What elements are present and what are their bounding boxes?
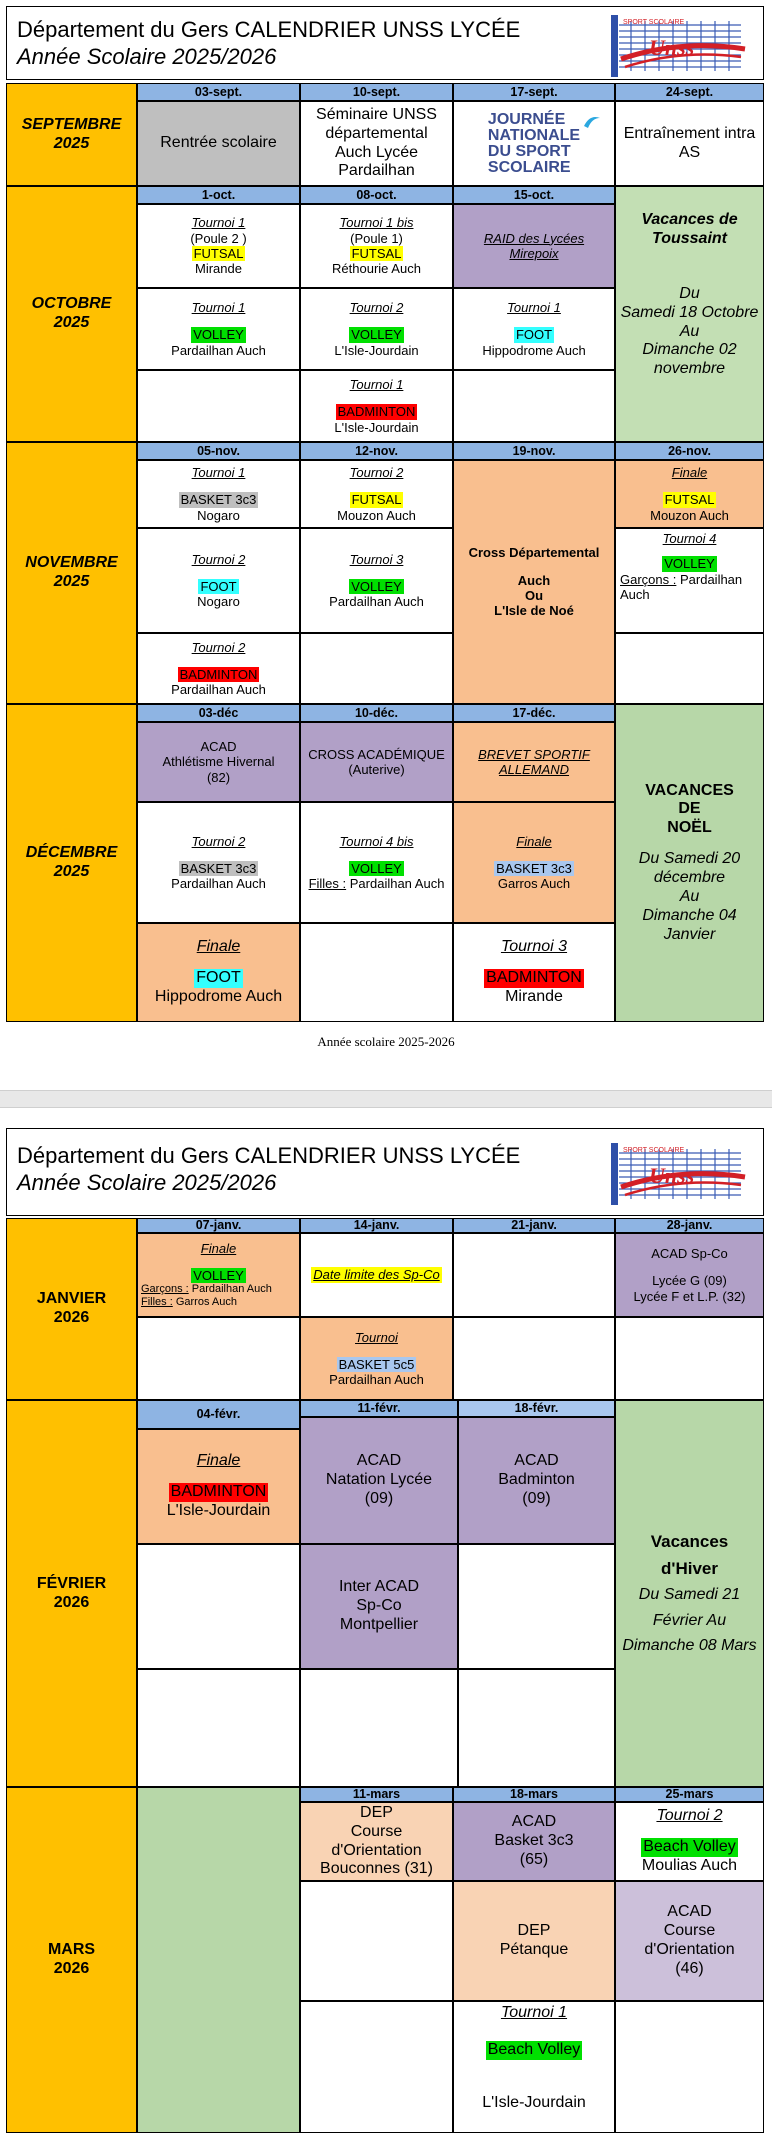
event-round: Tournoi 4 bis (339, 833, 414, 849)
event-text: RAID des Lycées (483, 230, 585, 246)
holiday-text: Du Samedi 20 (638, 850, 741, 868)
calendar-page-2 (0, 1108, 772, 2133)
event-round: Tournoi 2 (191, 639, 246, 655)
empty-cell (458, 1669, 615, 1787)
event-text: Lycée F et L.P. (32) (633, 1288, 746, 1304)
event-oct-r1c2 (300, 204, 453, 288)
event-place: Mirande (195, 261, 242, 277)
event-place: Pardailhan Auch (171, 342, 266, 358)
event-round: Tournoi 4 (662, 531, 717, 546)
date-header: 11-mars (300, 1787, 453, 1802)
sport-badge: BASKET 5c5 (338, 1356, 415, 1372)
holiday-noel (615, 704, 764, 1022)
sport-badge: VOLLEY (351, 578, 402, 594)
date-header: 14-janv. (300, 1218, 453, 1233)
svg-text:Unss: Unss (649, 1163, 695, 1188)
page-header (6, 6, 764, 80)
holiday-continuation (137, 1787, 300, 2133)
event-place: Mouzon Auch (650, 507, 729, 523)
event-acad-badminton (458, 1417, 615, 1544)
month-january (6, 1218, 137, 1400)
event-round: Finale (516, 833, 552, 849)
date-header: 24-sept. (615, 83, 764, 101)
date-header: 12-nov. (300, 442, 453, 460)
holiday-text: Du (679, 284, 700, 302)
event-place: Nogaro (197, 507, 240, 523)
event-cross-departemental (453, 460, 615, 704)
month-september (6, 83, 137, 186)
date-header: 03-déc (137, 704, 300, 722)
logo-text: NATIONALE (487, 126, 581, 144)
sport-badge: VOLLEY (193, 1268, 244, 1284)
holiday-text: Janvier (663, 925, 716, 943)
event-round: Tournoi 1 (507, 300, 561, 315)
event-text: d'Orientation (644, 1941, 735, 1958)
date-header: 26-nov. (615, 442, 764, 460)
event-dec-r3c3 (453, 923, 615, 1022)
date-header: 18-févr. (458, 1400, 615, 1417)
date-header: 10-sept. (300, 83, 453, 101)
event-round: Finale (196, 1452, 241, 1470)
svg-text:Unss: Unss (649, 35, 695, 60)
date-header: 07-janv. (137, 1218, 300, 1233)
event-acad-basket (453, 1802, 615, 1881)
event-round: Tournoi 2 (656, 1807, 723, 1825)
holiday-toussaint (615, 186, 764, 442)
date-header: 15-oct. (453, 186, 615, 204)
event-text: (82) (206, 769, 231, 785)
event-text: Pétanque (499, 1941, 569, 1958)
event-round: Tournoi (355, 1329, 398, 1345)
event-text: (65) (519, 1850, 549, 1868)
event-title: Cross Départemental (468, 545, 600, 561)
event-round: Tournoi 1 (191, 215, 246, 231)
event-label: Filles : (308, 876, 347, 892)
month-december (6, 704, 137, 1022)
event-place: Pardailhan Auch (349, 876, 445, 892)
event-place: Garros Auch (175, 1296, 237, 1309)
event-feb-r1c1 (137, 1429, 300, 1544)
month-label: SEPTEMBRE (21, 115, 122, 133)
event-oct-r3c2 (300, 370, 453, 442)
month-label: OCTOBRE (31, 295, 112, 313)
holiday-text: Février Au (652, 1611, 727, 1629)
holiday-text: Dimanche 08 Mars (622, 1637, 757, 1655)
holiday-title: VACANCES (645, 781, 734, 799)
event-round: Finale (196, 938, 241, 956)
event-cross-academique (300, 722, 453, 802)
journee-nationale-logo (488, 112, 580, 176)
sport-badge: FUTSAL (351, 246, 402, 261)
event-place: Garros Auch (497, 876, 571, 892)
month-november (6, 442, 137, 704)
event-dec-r3c1 (137, 923, 300, 1022)
event-place: Hippodrome Auch (482, 342, 586, 358)
sport-badge: BADMINTON (337, 404, 416, 420)
event-text: d'Orientation (331, 1841, 422, 1859)
event-text: Ou (524, 588, 544, 603)
svg-text:SPORT SCOLAIRE: SPORT SCOLAIRE (623, 1147, 685, 1154)
event-place: Pardailhan Auch (171, 876, 266, 892)
event-oct-r2c3 (453, 288, 615, 370)
event-text: Course (350, 1822, 403, 1840)
sport-badge: BADMINTON (179, 666, 258, 682)
empty-cell (137, 370, 300, 442)
header-title: Département du Gers CALENDRIER UNSS LYCÉE (17, 17, 521, 42)
sport-badge: VOLLEY (193, 327, 244, 343)
event-text: Date limite des Sp-Co (313, 1267, 440, 1283)
holiday-text: Du Samedi 21 (638, 1586, 741, 1604)
event-place: Réthourie Auch (332, 261, 421, 277)
event-text: ACAD (511, 1813, 557, 1831)
empty-cell (615, 633, 764, 704)
event-nov-r2c4 (615, 528, 764, 633)
event-inter-acad (300, 1544, 458, 1669)
empty-cell (453, 1317, 615, 1400)
event-place: Pardailhan (679, 571, 743, 587)
event-dep-course-orientation (300, 1802, 453, 1881)
event-pool: (Poule 2 ) (190, 230, 247, 246)
empty-cell (458, 1544, 615, 1669)
event-oct-r1c1 (137, 204, 300, 288)
holiday-text: décembre (653, 869, 726, 886)
empty-cell (137, 1669, 300, 1787)
holiday-title: Toussaint (652, 229, 727, 247)
sport-badge: Beach Volley (487, 2040, 581, 2058)
event-text: ACAD Sp-Co (651, 1246, 728, 1261)
date-header: 17-déc. (453, 704, 615, 722)
event-place: Auch (620, 586, 650, 602)
holiday-title: DE (678, 800, 701, 818)
month-label: FÉVRIER (36, 1574, 107, 1592)
month-year: 2026 (53, 1960, 90, 1977)
event-text: Auch (517, 572, 551, 588)
event-label: Garçons : (141, 1283, 189, 1296)
month-year: 2025 (53, 573, 90, 590)
event-round: Tournoi 3 (349, 551, 404, 567)
logo-text: SCOLAIRE (487, 158, 571, 176)
month-year: 2026 (53, 1309, 90, 1326)
empty-cell (137, 1544, 300, 1669)
event-text: Sp-Co (356, 1597, 402, 1615)
event-round: Tournoi 1 (191, 465, 246, 480)
header-subtitle: Année Scolaire 2025/2026 (17, 44, 277, 69)
date-header: 03-sept. (137, 83, 300, 101)
month-october (6, 186, 137, 442)
month-february (6, 1400, 137, 1787)
month-label: DÉCEMBRE (25, 844, 118, 862)
holiday-text: Dimanche 02 (642, 341, 737, 359)
event-text: ACAD (514, 1452, 559, 1470)
event-dec-r2c1 (137, 802, 300, 923)
event-text: Bouconnes (31) (320, 1860, 433, 1878)
sport-badge: BADMINTON (486, 969, 582, 987)
event-text: Athlétisme Hivernal (162, 754, 275, 770)
event-text: AS (678, 143, 701, 161)
event-text: Badminton (498, 1471, 575, 1489)
event-place: Mirande (505, 987, 563, 1005)
month-year: 2025 (53, 134, 90, 152)
event-round: Tournoi 2 (349, 300, 404, 315)
event-mar-r3c3 (453, 2001, 615, 2133)
event-jan-r2c2 (300, 1317, 453, 1400)
event-nov-r1c4 (615, 460, 764, 528)
event-text: départemental (325, 124, 428, 142)
page-separator (0, 1090, 772, 1108)
wave-icon (582, 112, 602, 132)
empty-cell (453, 1233, 615, 1317)
holiday-title: Vacances de (641, 211, 738, 228)
date-header: 1-oct. (137, 186, 300, 204)
header-subtitle: Année Scolaire 2025/2026 (17, 1170, 277, 1195)
sport-badge: VOLLEY (351, 860, 402, 876)
date-header: 10-déc. (300, 704, 453, 722)
event-acad-spco (615, 1233, 764, 1317)
event-place: Mouzon Auch (337, 507, 416, 523)
event-round: Tournoi 1 (191, 300, 246, 315)
date-header: 05-nov. (137, 442, 300, 460)
event-dep-petanque (453, 1881, 615, 2001)
event-nov-r3c1 (137, 633, 300, 704)
holiday-hiver (615, 1400, 764, 1787)
event-place: Pardailhan Auch (329, 1372, 424, 1388)
empty-cell (300, 1881, 453, 2001)
event-oct-r2c2 (300, 288, 453, 370)
month-year: 2026 (53, 1593, 90, 1611)
event-place: Moulias Auch (641, 1856, 738, 1874)
event-mar-r1c4 (615, 1802, 764, 1881)
date-header: 19-nov. (453, 442, 615, 460)
month-label: MARS (47, 1941, 96, 1959)
event-text: ACAD (667, 1903, 712, 1921)
event-nov-r1c2 (300, 460, 453, 528)
event-round: Tournoi 2 (191, 833, 246, 849)
event-text: Séminaire UNSS (316, 105, 437, 123)
event-acad-course-orientation (615, 1881, 764, 2001)
sport-badge: FOOT (515, 327, 553, 343)
sport-badge: BASKET 3c3 (180, 860, 257, 876)
event-text: ACAD (200, 739, 237, 754)
event-text: L'Isle de Noé (494, 603, 574, 619)
holiday-title: d'Hiver (661, 1559, 718, 1579)
event-place: L'Isle-Jourdain (334, 419, 419, 435)
event-raid (453, 204, 615, 288)
event-oct-r2c1 (137, 288, 300, 370)
event-place: Nogaro (197, 594, 240, 610)
event-text: (Auterive) (348, 762, 405, 777)
event-label: Filles : (141, 1296, 173, 1309)
event-dec-r2c3 (453, 802, 615, 923)
event-jan-r1c1 (137, 1233, 300, 1317)
holiday-text: Dimanche 04 (642, 906, 737, 924)
event-place: L'Isle-Jourdain (334, 342, 419, 358)
event-journee-nationale (453, 101, 615, 186)
logo-text: JOURNÉE (487, 110, 566, 128)
event-date-limite (300, 1233, 453, 1317)
date-header: 25-mars (615, 1787, 764, 1802)
empty-cell (300, 1669, 458, 1787)
event-place: L'Isle-Jourdain (166, 1501, 271, 1519)
event-round: Tournoi 1 bis (339, 215, 414, 231)
date-header: 17-sept. (453, 83, 615, 101)
event-entrainement (615, 101, 764, 186)
event-text: (09) (364, 1489, 394, 1507)
event-text: Auch Lycée (334, 143, 418, 161)
event-nov-r2c1 (137, 528, 300, 633)
date-header: 28-janv. (615, 1218, 764, 1233)
event-round: Tournoi 3 (500, 938, 568, 956)
holiday-text: Au (679, 322, 700, 340)
empty-cell (615, 2001, 764, 2133)
event-text: DEP (517, 1922, 551, 1940)
unss-logo (611, 1143, 749, 1205)
event-text: Lycée G (09) (652, 1273, 727, 1289)
empty-cell (615, 1317, 764, 1400)
holiday-text: Au (679, 887, 700, 905)
event-text: (46) (675, 1959, 704, 1977)
month-year: 2025 (53, 314, 90, 331)
event-text: BREVET SPORTIF (478, 746, 590, 762)
event-text: Natation Lycée (325, 1471, 433, 1489)
sport-badge: FUTSAL (664, 492, 715, 508)
sport-badge: FOOT (200, 578, 237, 594)
sport-badge: BASKET 3c3 (496, 860, 572, 876)
event-rentree (137, 101, 300, 186)
logo-text: DU SPORT (487, 142, 571, 160)
sport-badge: FOOT (196, 969, 241, 987)
event-text: (09) (522, 1489, 551, 1507)
event-text: ACAD (356, 1452, 402, 1470)
event-text: Entraînement intra (623, 124, 756, 142)
unss-logo (611, 15, 749, 77)
month-march (6, 1787, 137, 2133)
event-acad-natation (300, 1417, 458, 1544)
event-dec-r2c2 (300, 802, 453, 923)
event-place: Pardailhan Auch (171, 682, 266, 698)
empty-cell (300, 633, 453, 704)
event-nov-r2c2 (300, 528, 453, 633)
event-round: Tournoi 1 (349, 377, 404, 392)
event-text: Pardailhan (338, 162, 415, 180)
event-text: Mirepoix (509, 246, 559, 261)
event-text: Basket 3c3 (494, 1832, 574, 1850)
event-text: CROSS ACADÉMIQUE (308, 746, 445, 762)
holiday-text: novembre (653, 360, 726, 378)
event-nov-r1c1 (137, 460, 300, 528)
event-text: Montpellier (339, 1615, 419, 1633)
sport-badge: VOLLEY (351, 327, 402, 343)
event-text: Course (663, 1922, 716, 1940)
event-seminaire (300, 101, 453, 186)
event-text: Inter ACAD (338, 1578, 420, 1596)
sport-badge: BADMINTON (170, 1483, 267, 1501)
event-round: Tournoi 2 (191, 551, 246, 567)
event-acad-athletisme (137, 722, 300, 802)
event-text: Rentrée scolaire (160, 134, 277, 152)
event-place: Pardailhan Auch (191, 1283, 272, 1296)
sport-badge: FUTSAL (193, 246, 244, 261)
empty-cell (300, 2001, 453, 2133)
sport-badge: BASKET 3c3 (180, 492, 257, 508)
empty-cell (453, 370, 615, 442)
event-label: Garçons : (620, 571, 677, 587)
event-round: Tournoi 2 (349, 465, 404, 480)
holiday-title: Vacances (650, 1531, 729, 1551)
empty-cell (300, 923, 453, 1022)
event-round: Finale (200, 1240, 237, 1256)
holiday-text: Samedi 18 Octobre (620, 303, 759, 321)
page-header (6, 1128, 764, 1216)
month-label: JANVIER (36, 1290, 107, 1308)
event-text: DEP (360, 1803, 393, 1821)
date-header: 11-févr. (300, 1400, 458, 1417)
holiday-title: NOËL (667, 819, 712, 837)
sport-badge: VOLLEY (664, 556, 715, 572)
header-title: Département du Gers CALENDRIER UNSS LYCÉE (17, 1143, 521, 1168)
date-header: 21-janv. (453, 1218, 615, 1233)
page-footer: Année scolaire 2025-2026 (317, 1034, 455, 1049)
sport-badge: Beach Volley (643, 1838, 736, 1856)
month-year: 2025 (53, 863, 90, 880)
date-header: 08-oct. (300, 186, 453, 204)
date-header: 04-févr. (137, 1400, 300, 1429)
month-label: NOVEMBRE (25, 554, 118, 572)
event-round: Tournoi 1 (500, 2004, 568, 2021)
sport-badge: FUTSAL (351, 492, 402, 508)
event-place: Pardailhan Auch (329, 594, 424, 610)
event-place: Hippodrome Auch (154, 987, 283, 1005)
event-round: Finale (671, 465, 708, 480)
date-header: 18-mars (453, 1787, 615, 1802)
event-pool: (Poule 1) (350, 230, 403, 246)
event-place: L'Isle-Jourdain (482, 2093, 586, 2111)
event-text: ALLEMAND (498, 762, 570, 777)
event-brevet-sportif (453, 722, 615, 802)
empty-cell (137, 1317, 300, 1400)
svg-text:SPORT SCOLAIRE: SPORT SCOLAIRE (623, 19, 685, 26)
